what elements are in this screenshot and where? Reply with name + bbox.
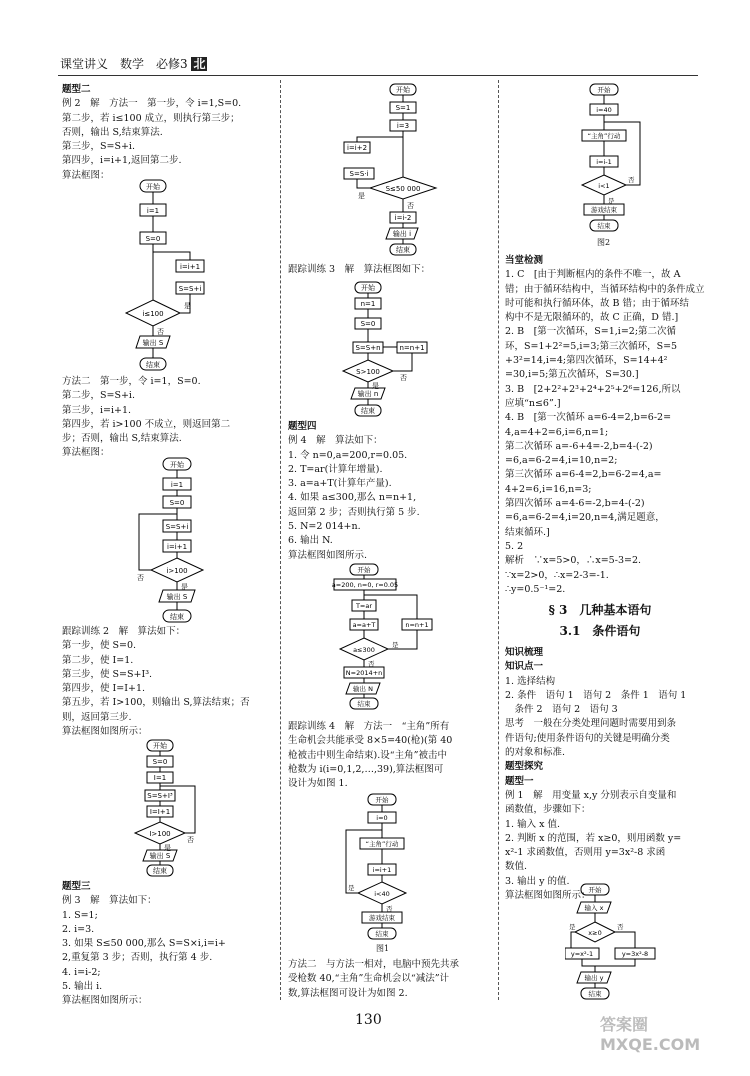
text-line: 环，S=1+2²=5,i=3;第三次循环，S=5 (505, 340, 678, 352)
section-title: 题型二 (62, 84, 91, 95)
text-line: 第三次循环 a=6-4=2,b=6-2=4,a= (505, 469, 662, 481)
fc-end: 结束 (170, 613, 184, 621)
col1-block1 (62, 83, 241, 183)
fc-box: S=0 (169, 499, 185, 507)
text-line: 2,重复第 3 步；否则，执行第 4 步. (62, 952, 213, 964)
text-line: 跟踪训练 3 解 算法框图如下： (288, 264, 431, 275)
col2-block2 (288, 420, 420, 563)
fc-box: i=i-2 (394, 214, 412, 222)
fc-yes: 是 (348, 884, 355, 892)
fc-end: 结束 (597, 222, 611, 230)
text-line: 算法框图如图所示. (288, 549, 368, 561)
text-line: 算法框图： (62, 169, 110, 181)
text-line: 第四步，使 I=I+1. (62, 683, 146, 695)
text-line: 第三步，i=i+1. (62, 404, 132, 416)
fc-output: 输出 N (353, 685, 373, 693)
text-line: 例 1 解 用变量 x,y 分别表示自变量和 (505, 789, 677, 801)
fc-end: 结束 (153, 867, 167, 875)
text-line: 件语句;使用条件语句的关键是明确分类 (505, 732, 670, 744)
fc-box: S=S+i (165, 523, 189, 531)
text-line: 第二步，使 I=1. (62, 654, 134, 666)
col2-block1 (288, 263, 430, 277)
fc-end: 结束 (588, 990, 602, 998)
text-line: 第四步，i=i+1,返回第二步. (62, 155, 182, 167)
col1-block4 (62, 880, 226, 1009)
text-line: 3. 如果 S≤50 000,那么 S=S×i,i=i+ (62, 938, 226, 950)
fc-output: 输出 n (357, 390, 379, 398)
fc-output: 输出 S (166, 593, 188, 601)
text-line: 应填“n≤6”.] (505, 397, 561, 409)
fc-box: 游戏结束 (591, 206, 617, 214)
fc-box: “主角”行动 (587, 132, 621, 140)
fc-yes: 是 (184, 302, 191, 310)
fc-box: S=1 (395, 104, 411, 112)
fc-box: I=I+1 (149, 808, 171, 816)
text-line: 第四步，若 i>100 不成立，则返回第二 (62, 418, 231, 430)
text-line: 第二步，若 i≤100 成立，则执行第三步； (62, 112, 240, 124)
fc-box: i=1 (170, 481, 184, 489)
text-line: 1. S=1; (62, 909, 98, 921)
text-line: 生命机会共能承受 8×5=40(枪)(第 40 (288, 735, 453, 747)
text-line: 构中不是无限循环的，故 C 正确，D 错.] (505, 312, 679, 324)
text-line: 步；否则，输出 S,结束算法. (62, 433, 182, 445)
fc-box: T=ar (355, 602, 373, 610)
fc-no: 否 (407, 202, 414, 210)
fc-start: 开始 (361, 284, 375, 292)
text-line: 解析 ∵x=5>0，∴x=5-3=2. (505, 555, 642, 567)
text-line: 4+2=6,i=16,n=3; (505, 483, 592, 495)
flowchart-3 (125, 738, 235, 882)
text-line: 3. a=a+T(计算年产量). (288, 478, 392, 490)
fc-cond: I>100 (149, 830, 171, 838)
fc-box: i=1 (146, 207, 160, 215)
text-line: 否则，输出 S,结束算法. (62, 126, 163, 138)
fc-end: 结束 (146, 361, 160, 369)
fc-box: i=i+2 (346, 144, 368, 152)
text-line: 算法框图如图所示： (62, 726, 148, 738)
text-line: 设计为如图 1. (288, 778, 348, 790)
text-line: 6. 输出 N. (288, 535, 333, 547)
fc-end: 结束 (375, 930, 389, 938)
col1-block3 (62, 625, 250, 739)
text-line: 返回第 2 步；否则执行第 5 步. (288, 506, 420, 518)
fc-cond: S>100 (356, 368, 380, 376)
fc-box: y=x²-1 (570, 950, 594, 958)
text-line: 1. 令 n=0,a=200,r=0.05. (288, 449, 408, 461)
text-line: 算法框图如图所示： (62, 995, 148, 1007)
fc-cond: a≤300 (353, 646, 375, 654)
flowchart-9 (565, 882, 675, 1006)
text-line: 方法二 第一步，令 i=1，S=0. (62, 376, 201, 387)
fc-input: 输入 x (584, 904, 604, 912)
text-line: 1. 输入 x 值. (505, 818, 561, 830)
text-line: 算法框图： (62, 447, 110, 459)
fc-end: 结束 (361, 407, 375, 415)
fc-box: n=n+1 (399, 344, 425, 352)
text-line: 则，返回第三步. (62, 711, 132, 723)
fc-box: a=200, n=0, r=0.05 (331, 581, 399, 589)
text-line: 第三步，S=S+i. (62, 141, 135, 153)
text-line: =6,a=6-2=4,i=20,n=4,满足题意， (505, 512, 665, 524)
text-line: 结束循环.] (505, 526, 550, 538)
fc-box: 游戏结束 (369, 914, 395, 922)
text-line: 数值. (505, 861, 528, 873)
header-tag: 北 (193, 57, 206, 71)
text-line: 思考 一般在分类处理问题时需要用到条 (505, 718, 677, 730)
fc-yes: 是 (608, 197, 615, 205)
fc-box: i=i+1 (179, 263, 201, 271)
text-line: 2. T=ar(计算年增量). (288, 463, 383, 475)
fc-box: S=0 (145, 235, 161, 243)
text-line: 第二步，S=S+i. (62, 390, 135, 402)
text-line: 例 4 解 算法如下： (288, 435, 383, 447)
text-line: 数,算法框图可设计为如图 2. (288, 987, 408, 999)
fc-no: 否 (157, 328, 164, 336)
col3-block2 (505, 646, 686, 903)
text-line: 4. B [第一次循环 a=6-4=2,b=6-2= (505, 412, 672, 424)
text-line: 错；由于循环结构中，当循环结构中的条件成立 (505, 283, 705, 295)
section-title: 题型探究 (505, 761, 544, 773)
text-line: 第五步，若 I>100，则输出 S,算法结束；否 (62, 697, 250, 709)
fc-box: i=0 (376, 814, 388, 822)
fc-box: N=2014+n (345, 669, 383, 677)
fc-output: 输出 i (392, 230, 412, 238)
text-line: 4. 如果 a≤300,那么 n=n+1, (288, 492, 417, 504)
text-line: 跟踪训练 4 解 方法一 “主角”所有 (288, 721, 450, 732)
fc-start: 开始 (146, 183, 160, 191)
fc-box: i=i+1 (166, 543, 188, 551)
flowchart-6 (330, 562, 450, 716)
fc-no: 否 (187, 836, 194, 844)
fc-start: 开始 (357, 566, 371, 574)
text-line: 2. 条件 语句 1 语句 2 条件 1 语句 1 (505, 689, 687, 701)
text-line: =30,i=5;第五次循环，S=30.] (505, 369, 639, 381)
col2-block4 (288, 958, 459, 1001)
page-number: 130 (355, 1012, 382, 1028)
fc-box: y=3x²-8 (621, 950, 649, 958)
fc-box: S=0 (152, 758, 168, 766)
text-line: ∵x=2>0，∴x=2-3=-1. (505, 569, 609, 581)
col1-block2 (62, 375, 230, 461)
text-line: x²-1 求函数值，否则用 y=3x²-8 求函 (505, 847, 666, 859)
fc-yes: 是 (164, 844, 171, 852)
text-line: 函数值，步骤如下： (505, 804, 591, 816)
text-line: 跟踪训练 2 解 算法如下： (62, 626, 186, 637)
flowchart-4 (338, 82, 448, 261)
fc-start: 开始 (588, 886, 602, 894)
fc-cond: i>100 (166, 567, 188, 575)
fc-no: 否 (628, 176, 635, 184)
text-line: 算法框图如图所示： (505, 890, 591, 902)
text-line: 5. 2 (505, 540, 524, 552)
text-line: 知识点一 (505, 661, 544, 673)
fc-box: S=S·i (349, 170, 369, 178)
text-line: 枪数为 i(i=0,1,2,…,39),算法框图可 (288, 763, 444, 775)
fc-cond: i<40 (374, 890, 390, 898)
text-line: 5. N=2 014+n. (288, 521, 361, 533)
text-line: 3. 输出 y 的值. (505, 875, 570, 887)
flowchart-2 (135, 456, 245, 630)
fc-yes: 是 (181, 583, 188, 591)
text-line: 2. i=3. (62, 923, 95, 935)
column-rule-right (498, 80, 499, 1000)
section-heading: § 3 几种基本语句 (548, 603, 652, 617)
fc-cond: i<1 (598, 182, 610, 190)
fc-start: 开始 (597, 86, 611, 94)
fc-box: n=n+1 (405, 621, 429, 629)
text-line: 第三步，使 S=S+I³. (62, 668, 153, 680)
fc-cond: i≤100 (142, 310, 164, 318)
text-line: 第一步，使 S=0. (62, 640, 137, 652)
fc-cond: S≤50 000 (385, 185, 421, 193)
column-rule-left (280, 80, 281, 1000)
col2-block3 (288, 720, 452, 791)
fig2-caption: 图2 (597, 238, 611, 247)
fc-box: “主角”行动 (365, 840, 399, 848)
fc-end: 结束 (357, 700, 371, 708)
section-title: 当堂检测 (505, 255, 544, 266)
fc-cond: x≥0 (588, 929, 602, 937)
watermark-text: 答案圈 MXQE.COM (600, 1015, 701, 1054)
text-line: 5. 输出 i. (62, 981, 103, 993)
subsection-heading: 3.1 条件语句 (559, 624, 641, 638)
text-line: 的对象和标准. (505, 747, 566, 759)
section-title: 知识梳理 (505, 647, 544, 658)
text-line: =6,a=6-2=4,i=10,n=2; (505, 455, 618, 467)
fc-start: 开始 (375, 796, 389, 804)
text-line: 2. 判断 x 的范围，若 x≥0，则用函数 y= (505, 832, 682, 844)
section-title: 题型三 (62, 881, 91, 892)
col3-block1 (505, 254, 705, 597)
header-text: 课堂讲义 数学 必修3 (60, 57, 188, 71)
fc-box: a=a+T (352, 621, 376, 629)
fc-no: 否 (386, 905, 393, 913)
fc-no: 否 (617, 923, 624, 931)
fc-no: 否 (368, 660, 375, 668)
fc-box: S=S+I³ (147, 792, 173, 800)
text-line: 受枪数 40,“主角”生命机会以“减法”计 (288, 973, 450, 985)
text-line: 枪被击中则生命结束).设“主角”被击中 (288, 749, 447, 761)
fc-yes: 是 (392, 641, 399, 649)
fc-box: S=0 (360, 320, 376, 328)
text-line: 条件 2 语句 2 语句 3 (505, 704, 618, 716)
fc-box: S=S+i (178, 285, 202, 293)
fc-output: 输出 S (142, 339, 164, 347)
fc-yes: 是 (358, 192, 365, 200)
fc-output: 输出 S (149, 852, 171, 860)
flowchart-7 (338, 792, 448, 946)
text-line: 例 3 解 算法如下： (62, 895, 157, 907)
fc-no: 否 (137, 574, 144, 582)
text-line: 4. i=i-2; (62, 966, 101, 978)
header-rule (58, 75, 698, 76)
fc-box: S=S+n (355, 344, 381, 352)
fc-box: i=3 (396, 122, 410, 130)
fc-box: i=40 (596, 106, 612, 114)
fc-box: n=1 (360, 300, 376, 308)
fig1-caption: 图1 (376, 944, 390, 953)
fc-yes: 是 (569, 923, 576, 931)
running-header (60, 55, 207, 72)
text-line: ∴y=0.5⁻¹=2. (505, 583, 566, 595)
fc-box: i=i-1 (596, 158, 612, 166)
watermark (600, 1012, 750, 1054)
text-line: +3²=14,i=4;第四次循环，S=14+4² (505, 355, 668, 367)
text-line: 时可能和执行循环体，故 B 错；由于循环结 (505, 297, 690, 309)
text-line: 第二次循环 a=-6+4=-2,b=4-(-2) (505, 440, 653, 452)
fc-start: 开始 (396, 86, 410, 94)
fc-output: 输出 y (584, 974, 604, 982)
text-line: 方法二 与方法一相对，电脑中预先共承 (288, 959, 460, 970)
fc-no: 否 (400, 374, 407, 382)
fc-start: 开始 (153, 742, 167, 750)
fc-box: i=i+1 (372, 866, 392, 874)
text-line: 题型一 (505, 775, 534, 787)
flowchart-8 (560, 82, 660, 238)
text-line: 2. B [第一次循环，S=1,i=2;第二次循 (505, 326, 677, 338)
fc-end: 结束 (396, 246, 410, 254)
flowchart-5 (325, 280, 435, 424)
text-line: 1. 选择结构 (505, 675, 556, 687)
fc-start: 开始 (170, 461, 184, 469)
text-line: 4,a=4+2=6,i=6,n=1; (505, 426, 609, 438)
text-line: 例 2 解 方法一 第一步，令 i=1,S=0. (62, 98, 242, 110)
fc-yes: 是 (372, 382, 379, 390)
text-line: 第四次循环 a=4-6=-2,b=4-(-2) (505, 498, 645, 510)
section-title: 题型四 (288, 421, 317, 432)
flowchart-1 (120, 178, 230, 377)
text-line: 1. C [由于判断框内的条件不唯一，故 A (505, 269, 681, 281)
text-line: 3. B [2+2²+2³+2⁴+2⁵+2⁶=126,所以 (505, 383, 681, 395)
fc-box: I=1 (153, 774, 167, 782)
